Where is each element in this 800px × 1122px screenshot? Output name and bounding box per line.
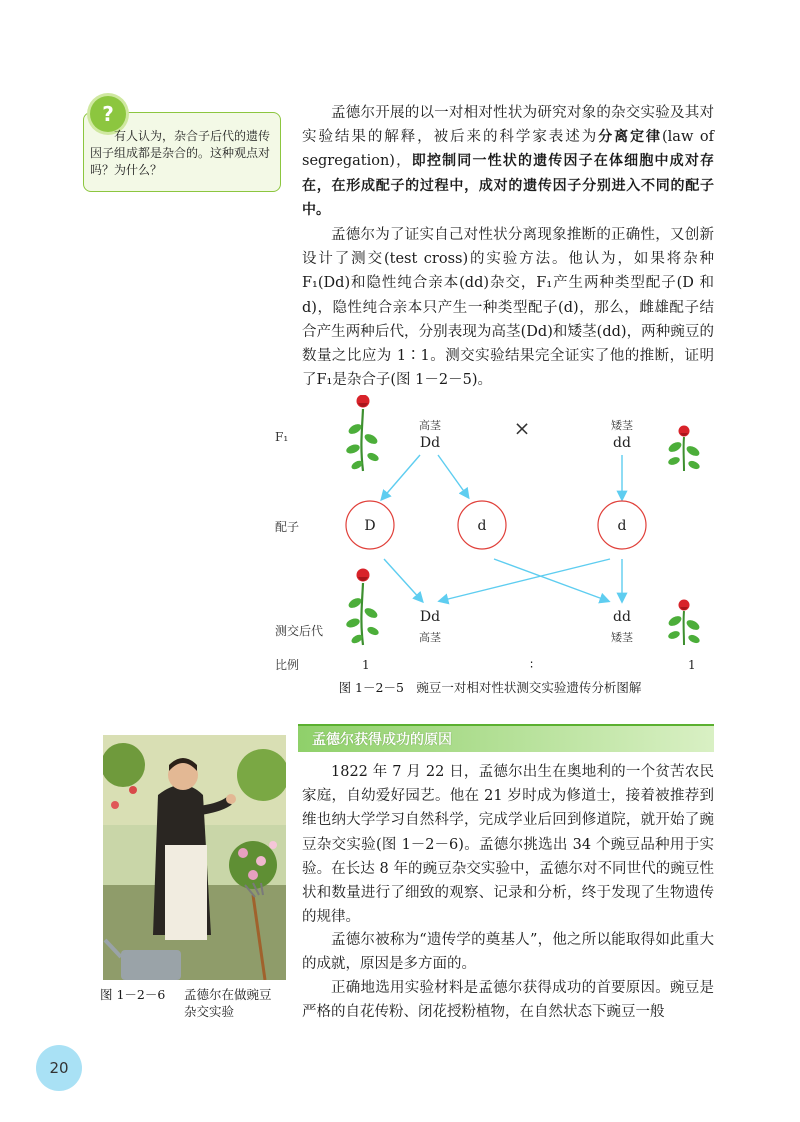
- gamete-d1: d: [477, 518, 487, 534]
- ratio-left: 1: [362, 658, 370, 672]
- question-icon: ?: [90, 96, 126, 132]
- paragraph-test-cross: 孟德尔为了证实自己对性状分离现象推断的正确性，又创新设计了测交(test cross)的实验方法。他认为，如果将杂种F₁(Dd)和隐性纯合亲本(dd)杂交，F₁产生两种类型配子(D 和 d)，隐性纯合亲本只产生一种类型配子(d)，那么，雌雄配子结合产生两种后代，分别表现为高茎(Dd)和矮茎(dd)，两种豌豆的数量之比应为 1∶1。测交实验结果完全证实了他的推断，证明了F₁是杂合子(图 1－2－5)。: [302, 227, 714, 389]
- row-label-offspring: 测交后代: [275, 624, 324, 638]
- short-plant-offspring-image: [667, 600, 701, 646]
- figure-number: 图 1－2－6: [100, 987, 166, 1002]
- offspring-short-genotype: dd: [613, 609, 631, 625]
- ratio-right: 1: [688, 658, 696, 672]
- figure-caption-1-2-5: 图 1－2－5 豌豆一对相对性状测交实验遗传分析图解: [338, 680, 642, 695]
- think-question: 有人认为，杂合子后代的遗传因子组成都是杂合的。这种观点对吗？为什么？: [90, 129, 271, 177]
- caption-line-1: 孟德尔在做豌豆: [184, 987, 272, 1002]
- arrow-D-to-Dd: [384, 559, 422, 601]
- arrow-tall-to-d: [438, 455, 468, 497]
- figure-caption-1-2-6: [100, 986, 290, 1020]
- term-segregation-law: 分离定律: [598, 129, 662, 146]
- ratio-separator: ∶: [530, 658, 534, 672]
- parent-tall-genotype: Dd: [419, 435, 441, 451]
- paragraph-mendel-biography: 1822 年 7 月 22 日，孟德尔出生在奥地利的一个贫苦农民家庭，自幼爱好园艺。他在 21 岁时成为修道士，接着被推荐到维也纳大学学习自然科学，完成学业后回到修道院，就开始了豌豆杂交实验(图 1－2－6)。孟德尔挑选出 34 个豌豆品种用于实验。在长达 8 年的豌豆杂交实验中，孟德尔对不同世代的豌豆性状和数量进行了细致的观察、记录和分析，终于发现了生物遗传的规律。: [302, 764, 714, 926]
- parent-short-label: 矮茎: [611, 419, 633, 432]
- offspring-tall-genotype: Dd: [419, 609, 441, 625]
- cross-symbol: ×: [513, 416, 531, 440]
- segregation-law-definition: 即控制同一性状的遗传因子在体细胞中成对存在，在形成配子的过程中，成对的遗传因子分别进入不同的配子中。: [302, 153, 715, 218]
- paragraph-segregation-law: 孟德尔开展的以一对相对性状为研究对象的杂交实验及其对实验结果的解释，被后来的科学家表述为分离定律(law of segregation)，即控制同一性状的遗传因子在体细胞中成对存在，在形成配子的过程中，成对的遗传因子分别进入不同的配子中。: [302, 105, 715, 218]
- gamete-D: D: [364, 518, 376, 534]
- offspring-tall-label: 高茎: [419, 631, 441, 644]
- arrow-d2-to-Dd: [440, 559, 610, 601]
- arrow-tall-to-D: [382, 455, 420, 499]
- gamete-d2: d: [617, 518, 627, 534]
- paragraph-mendel-achievement: 孟德尔被称为“遗传学的奠基人”，他之所以能取得如此重大的成就，原因是多方面的。: [302, 932, 714, 973]
- page-number: 20: [36, 1045, 82, 1091]
- row-label-ratio: 比例: [275, 658, 300, 672]
- tall-plant-parent-image: [345, 395, 380, 471]
- section-title: 孟德尔获得成功的原因: [312, 732, 452, 748]
- paragraph-material-choice: 正确地选用实验材料是孟德尔获得成功的首要原因。豌豆是严格的自花传粉、闭花授粉植物，在自然状态下豌豆一般: [302, 980, 714, 1021]
- arrow-d-to-dd: [494, 559, 608, 601]
- parent-short-genotype: dd: [613, 435, 631, 451]
- tall-plant-offspring-image: [345, 569, 380, 646]
- caption-line-2: 杂交实验: [184, 1004, 235, 1019]
- test-cross-diagram: [260, 395, 720, 675]
- mendel-illustration: [103, 735, 286, 980]
- offspring-short-label: 矮茎: [611, 631, 633, 644]
- short-plant-parent-image: [667, 426, 701, 472]
- row-label-f1: F₁: [275, 430, 289, 444]
- row-label-gamete: 配子: [275, 520, 300, 534]
- parent-tall-label: 高茎: [419, 419, 441, 432]
